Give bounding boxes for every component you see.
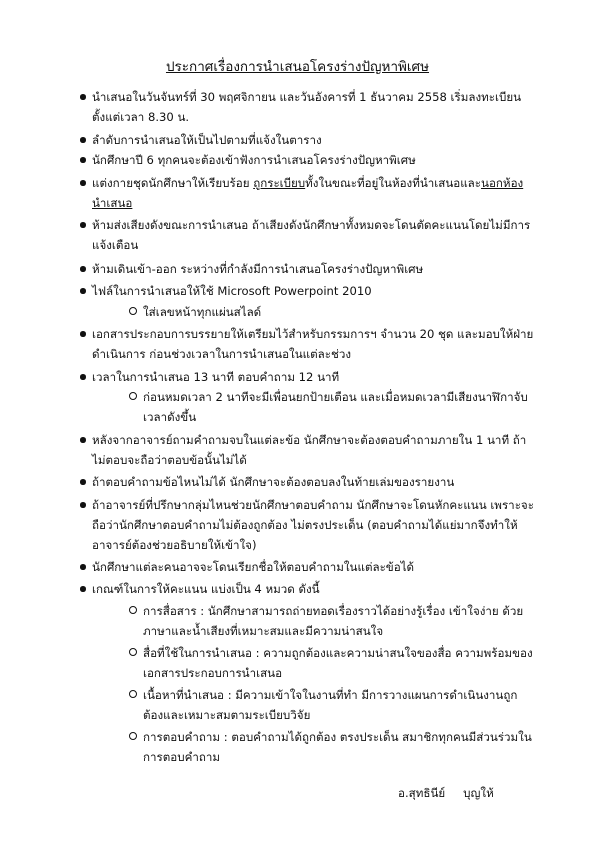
bullet-time-limit: เวลาในการนำเสนอ 13 นาที ตอบคำถาม 12 นาที	[92, 367, 537, 387]
bullet-no-walking: ห้ามเดินเข้า-ออก ระหว่างที่กำลังมีการนำเสนอโครงร่างปัญหาพิเศษ	[92, 259, 537, 279]
sub-communication: การสื่อสาร : นักศึกษาสามารถถ่ายทอดเรื่องราวได้อย่างรู้เรื่อง เข้าใจง่าย ด้วยภาษาและน้ำเสียงที่เหมาะสมและมีความน่าสนใจ	[143, 601, 535, 641]
bullet-called-by-name: นักศึกษาแต่ละคนอาจจะโดนเรียกชื่อให้ตอบคำถามในแต่ละข้อได้	[92, 557, 537, 577]
dress-code-text-2: ทั้งในขณะที่อยู่ในห้องที่นำเสนอและ	[305, 176, 482, 190]
page-title: ประกาศเรื่องการนำเสนอโครงร่างปัญหาพิเศษ	[165, 59, 430, 75]
sub-media: สื่อที่ใช้ในการนำเสนอ : ความถูกต้องและความน่าสนใจของสื่อ ความพร้อมของเอกสารประกอบการนำเสนอ	[143, 643, 535, 683]
bullet-no-noise: ห้ามส่งเสียงดังขณะการนำเสนอ ถ้าเสียงดังนักศึกษาทั้งหมดจะโดนตัดคะแนนโดยไม่มีการแจ้งเตือน	[92, 215, 537, 255]
sub-slide-numbers: ใส่เลขหน้าทุกแผ่นสไลด์	[143, 302, 535, 322]
signature	[398, 785, 494, 803]
sub-qa: การตอบคำถาม : ตอบคำถามได้ถูกต้อง ตรงประเด็น สมาชิกทุกคนมีส่วนร่วมในการตอบคำถาม	[143, 727, 535, 767]
bullet-presentation-order: ลำดับการนำเสนอให้เป็นไปตามที่แจ้งในตาราง	[92, 130, 537, 150]
bullet-advisor-help: ถ้าอาจารย์ที่ปรึกษากลุ่มไหนช่วยนักศึกษาตอบคำถาม นักศึกษาจะโดนหักคะแนน เพราะจะถือว่านักศึกษาตอบคำถามไม่ต้องถูกต้อง ไม่ตรงประเด็น (ตอบคำถามได้แย่มากจึงทำให้อาจารย์ต้องช่วยอธิบายให้เข้าใจ)	[92, 495, 537, 555]
bullet-handouts: เอกสารประกอบการบรรยายให้เตรียมไว้สำหรับกรรมการฯ จำนวน 20 ชุด และมอบให้ฝ่ายดำเนินการ ก่อนช่วงเวลาในการนำเสนอในแต่ละช่วง	[92, 324, 537, 364]
bullet-answer-time: หลังจากอาจารย์ถามคำถามจบในแต่ละข้อ นักศึกษาจะต้องตอบคำถามภายใน 1 นาที ถ้าไม่ตอบจะถือว่าตอบข้อนั้นไม่ได้	[92, 430, 537, 470]
bullet-file-format: ไฟล์ในการนำเสนอให้ใช้ Microsoft Powerpoint 2010	[92, 281, 537, 301]
dress-code-text-1: แต่งกายชุดนักศึกษาให้เรียบร้อย	[92, 176, 254, 190]
sub-content: เนื้อหาที่นำเสนอ : มีความเข้าใจในงานที่ทำ มีการวางแผนการดำเนินงานถูกต้องและเหมาะสมตามระเบียบวิจัย	[143, 685, 535, 725]
sub-time-warning: ก่อนหมดเวลา 2 นาทีจะมีเพื่อนยกป้ายเตือน และเมื่อหมดเวลามีเสียงนาฬิกาจับเวลาดังขึ้น	[143, 387, 535, 427]
signature-name: อ.สุทธินีย์	[398, 786, 446, 800]
bullet-dress-code	[92, 173, 537, 213]
dress-code-underline-1: ถูกระเบียบ	[253, 176, 306, 190]
dress-code-underline-2: นอกห้องนำเสนอ	[92, 176, 524, 210]
bullet-registration-time: นำเสนอในวันจันทร์ที่ 30 พฤศจิกายน และวันอังคารที่ 1 ธันวาคม 2558 เริ่มลงทะเบียนตั้งแต่เวลา 8.30 น.	[92, 87, 537, 127]
bullet-grading-criteria: เกณฑ์ในการให้คะแนน แบ่งเป็น 4 หมวด ดังนี้	[92, 579, 537, 599]
signature-surname: บุญให้	[463, 786, 494, 800]
bullet-unanswered-questions: ถ้าตอบคำถามข้อไหนไม่ได้ นักศึกษาจะต้องตอบลงในท้ายเล่มของรายงาน	[92, 472, 537, 492]
bullet-attendance: นักศึกษาปี 6 ทุกคนจะต้องเข้าฟังการนำเสนอโครงร่างปัญหาพิเศษ	[92, 150, 537, 170]
